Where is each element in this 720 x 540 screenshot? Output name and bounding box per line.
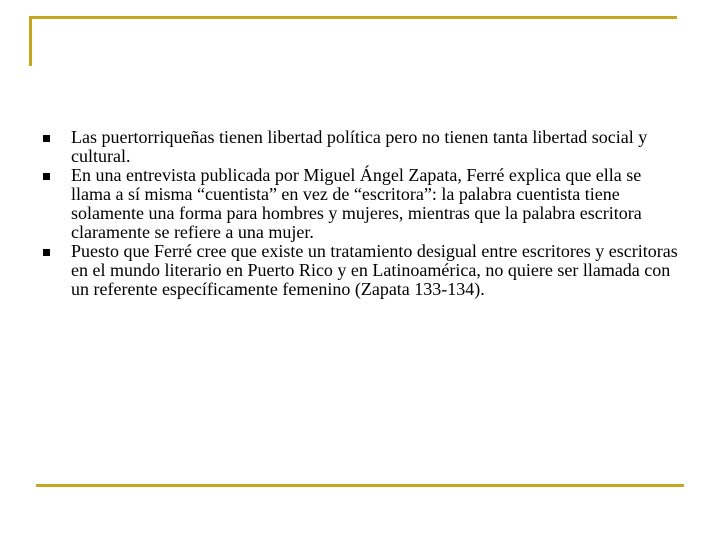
bullet-item: [43, 242, 683, 299]
square-bullet-icon: [43, 135, 50, 142]
left-accent-rule: [29, 16, 32, 66]
bullet-list: [43, 128, 683, 299]
bottom-accent-rule: [36, 484, 684, 487]
bullet-text: Puesto que Ferré cree que existe un tratamiento desigual entre escritores y escritoras en el mundo literario en Puerto Rico y en Latinoamérica, no quiere ser llamada con un referente específicamente femenino (Zapata 133-134).: [71, 241, 678, 299]
square-bullet-icon: [43, 249, 50, 256]
bullet-item: [43, 128, 683, 166]
bullet-item: [43, 166, 683, 242]
bullet-text: En una entrevista publicada por Miguel Ángel Zapata, Ferré explica que ella se llama a sí misma “cuentista” en vez de “escritora”: la palabra cuentista tiene solamente una forma para hombres y mujeres, mientras que la palabra escritora claramente se refiere a una mujer.: [71, 165, 642, 242]
top-accent-rule: [29, 16, 677, 19]
bullet-text: Las puertorriqueñas tienen libertad política pero no tienen tanta libertad social y cultural.: [71, 127, 648, 166]
square-bullet-icon: [43, 173, 50, 180]
